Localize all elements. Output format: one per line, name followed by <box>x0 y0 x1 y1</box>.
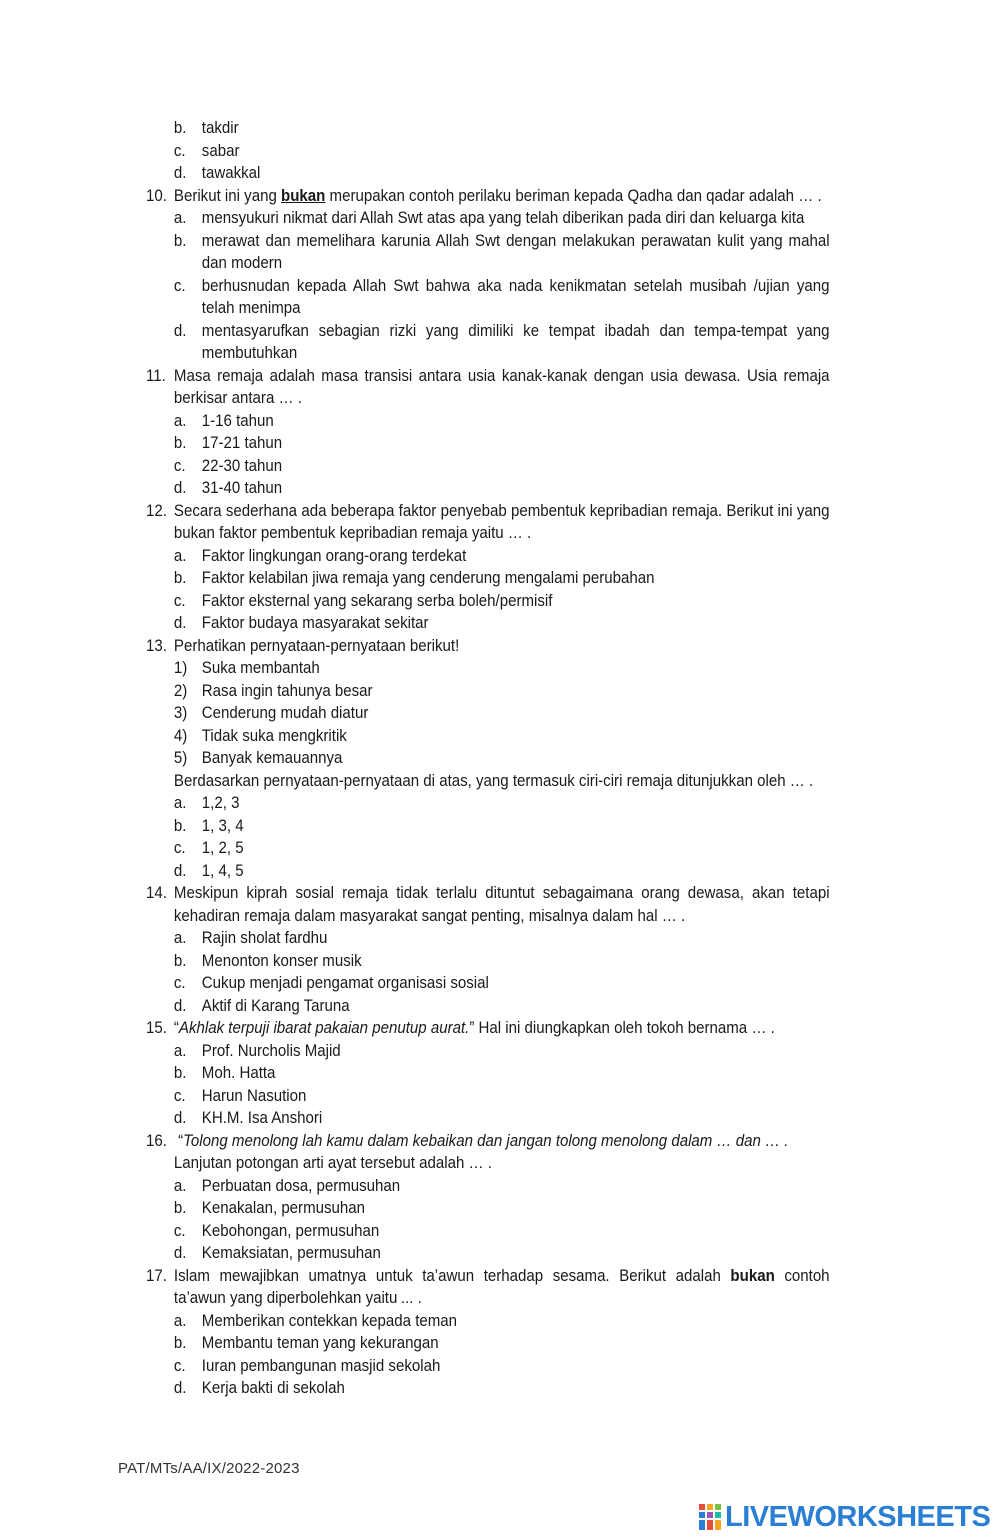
option-c[interactable]: c. 1, 2, 5 <box>173 839 244 857</box>
question-11 <box>146 365 830 500</box>
question-16 <box>146 1130 830 1265</box>
option-b[interactable]: b. takdir <box>173 119 239 137</box>
question-number: 15. <box>146 1019 167 1037</box>
question-followup: Berdasarkan pernyataan-pernyataan di atas, yang termasuk ciri-ciri remaja ditunjukkan oleh … . <box>173 771 814 790</box>
question-text: Perhatikan pernyataan-pernyataan berikut! <box>173 636 460 655</box>
option-a[interactable]: a. Memberikan contekkan kepada teman <box>173 1311 458 1330</box>
option-b[interactable]: b. Menonton konser musik <box>173 951 362 970</box>
question-text: Islam mewajibkan umatnya untuk ta’awun terhadap sesama. Berikut adalah bukan contoh ta’awun yang diperbolehkan yaitu ... . <box>173 1266 830 1307</box>
question-number: 16. <box>146 1131 167 1150</box>
question-text: Meskipun kiprah sosial remaja tidak terlalu dituntut sebagaimana orang dewasa, akan tetapi kehadiran remaja dalam masyarakat sangat penting, misalnya dalam hal … . <box>173 884 830 925</box>
option-c[interactable]: c. sabar <box>173 141 240 160</box>
prev-question-options <box>146 117 830 185</box>
option-a[interactable]: a. Perbuatan dosa, permusuhan <box>173 1176 401 1195</box>
option-b[interactable]: b. Kenakalan, permusuhan <box>173 1199 366 1217</box>
question-text: “Akhlak terpuji ibarat pakaian penutup aurat.” Hal ini diungkapkan oleh tokoh bernama … . <box>173 1019 775 1037</box>
option-d[interactable]: d. KH.M. Isa Anshori <box>173 1109 323 1127</box>
option-c[interactable]: c. Faktor eksternal yang sekarang serba boleh/permisif <box>173 591 553 610</box>
option-c[interactable]: c. Iuran pembangunan masjid sekolah <box>173 1356 441 1375</box>
question-number: 10. <box>146 186 167 205</box>
liveworksheets-logo[interactable] <box>698 1500 990 1534</box>
question-number: 11. <box>146 366 166 385</box>
question-followup: Lanjutan potongan arti ayat tersebut adalah … . <box>173 1154 492 1172</box>
option-d[interactable]: d. 31-40 tahun <box>173 479 283 497</box>
footer-code: PAT/MTs/AA/IX/2022-2023 <box>118 1460 300 1477</box>
question-number: 12. <box>146 501 167 520</box>
question-text: Masa remaja adalah masa transisi antara usia kanak-kanak dengan usia dewasa. Usia remaja berkisar antara … . <box>173 366 830 407</box>
worksheet-content <box>146 117 830 1400</box>
option-a[interactable]: a. Faktor lingkungan orang-orang terdekat <box>173 546 467 565</box>
question-14 <box>146 882 830 1017</box>
option-b[interactable]: b. 17-21 tahun <box>173 434 283 452</box>
statement-4: 4) Tidak suka mengkritik <box>173 726 347 745</box>
option-b[interactable]: b. merawat dan memelihara karunia Allah Swt dengan melakukan perawatan kulit yang mahal dan modern <box>173 231 830 272</box>
option-d[interactable]: d. Kerja bakti di sekolah <box>173 1379 345 1397</box>
question-15 <box>146 1017 830 1130</box>
option-a[interactable]: a. 1-16 tahun <box>173 411 274 430</box>
option-c[interactable]: c. berhusnudan kepada Allah Swt bahwa aka nada kenikmatan setelah musibah /ujian yang telah menimpa <box>173 276 830 317</box>
statement-5: 5) Banyak kemauannya <box>173 749 343 767</box>
statement-2: 2) Rasa ingin tahunya besar <box>173 681 373 700</box>
question-12 <box>146 500 830 635</box>
option-c[interactable]: c. Kebohongan, permusuhan <box>173 1221 380 1240</box>
option-b[interactable]: b. 1, 3, 4 <box>173 816 244 835</box>
option-a[interactable]: a. Rajin sholat fardhu <box>173 929 328 947</box>
option-a[interactable]: a. Prof. Nurcholis Majid <box>173 1041 341 1060</box>
question-text: Berikut ini yang bukan merupakan contoh perilaku beriman kepada Qadha dan qadar adalah … . <box>173 186 822 205</box>
option-c[interactable]: c. 22-30 tahun <box>173 456 283 475</box>
option-b[interactable]: b. Faktor kelabilan jiwa remaja yang cenderung mengalami perubahan <box>173 569 655 587</box>
option-d[interactable]: d. mentasyarufkan sebagian rizki yang dimiliki ke tempat ibadah dan tempa-tempat yang membutuhkan <box>173 321 830 362</box>
question-17 <box>146 1265 830 1400</box>
question-13 <box>146 635 830 883</box>
option-d[interactable]: d. Aktif di Karang Taruna <box>173 996 350 1015</box>
option-b[interactable]: b. Moh. Hatta <box>173 1064 276 1082</box>
statement-1: 1) Suka membantah <box>173 659 320 677</box>
liveworksheets-icon <box>698 1503 722 1531</box>
question-text: Secara sederhana ada beberapa faktor penyebab pembentuk kepribadian remaja. Berikut ini yang bukan faktor pembentuk kepribadian remaja yaitu … . <box>173 501 830 542</box>
option-d[interactable]: d. 1, 4, 5 <box>173 861 244 880</box>
question-10 <box>146 185 830 365</box>
statement-3: 3) Cenderung mudah diatur <box>173 704 369 722</box>
option-d[interactable]: d. Faktor budaya masyarakat sekitar <box>173 614 429 632</box>
option-b[interactable]: b. Membantu teman yang kekurangan <box>173 1334 439 1352</box>
question-number: 17. <box>146 1266 167 1285</box>
option-a[interactable]: a. 1,2, 3 <box>173 794 240 812</box>
option-d[interactable]: d. tawakkal <box>173 164 261 182</box>
question-number: 14. <box>146 884 167 902</box>
option-a[interactable]: a. mensyukuri nikmat dari Allah Swt atas apa yang telah diberikan pada diri dan keluarga kita <box>173 209 805 227</box>
brand-name: LIVEWORKSHEETS <box>725 1500 991 1533</box>
option-c[interactable]: c. Cukup menjadi pengamat organisasi sosial <box>173 974 489 992</box>
option-d[interactable]: d. Kemaksiatan, permusuhan <box>173 1244 381 1262</box>
question-number: 13. <box>146 636 167 655</box>
question-text: “Tolong menolong lah kamu dalam kebaikan dan jangan tolong menolong dalam … dan … . <box>173 1131 789 1150</box>
option-c[interactable]: c. Harun Nasution <box>173 1086 307 1105</box>
